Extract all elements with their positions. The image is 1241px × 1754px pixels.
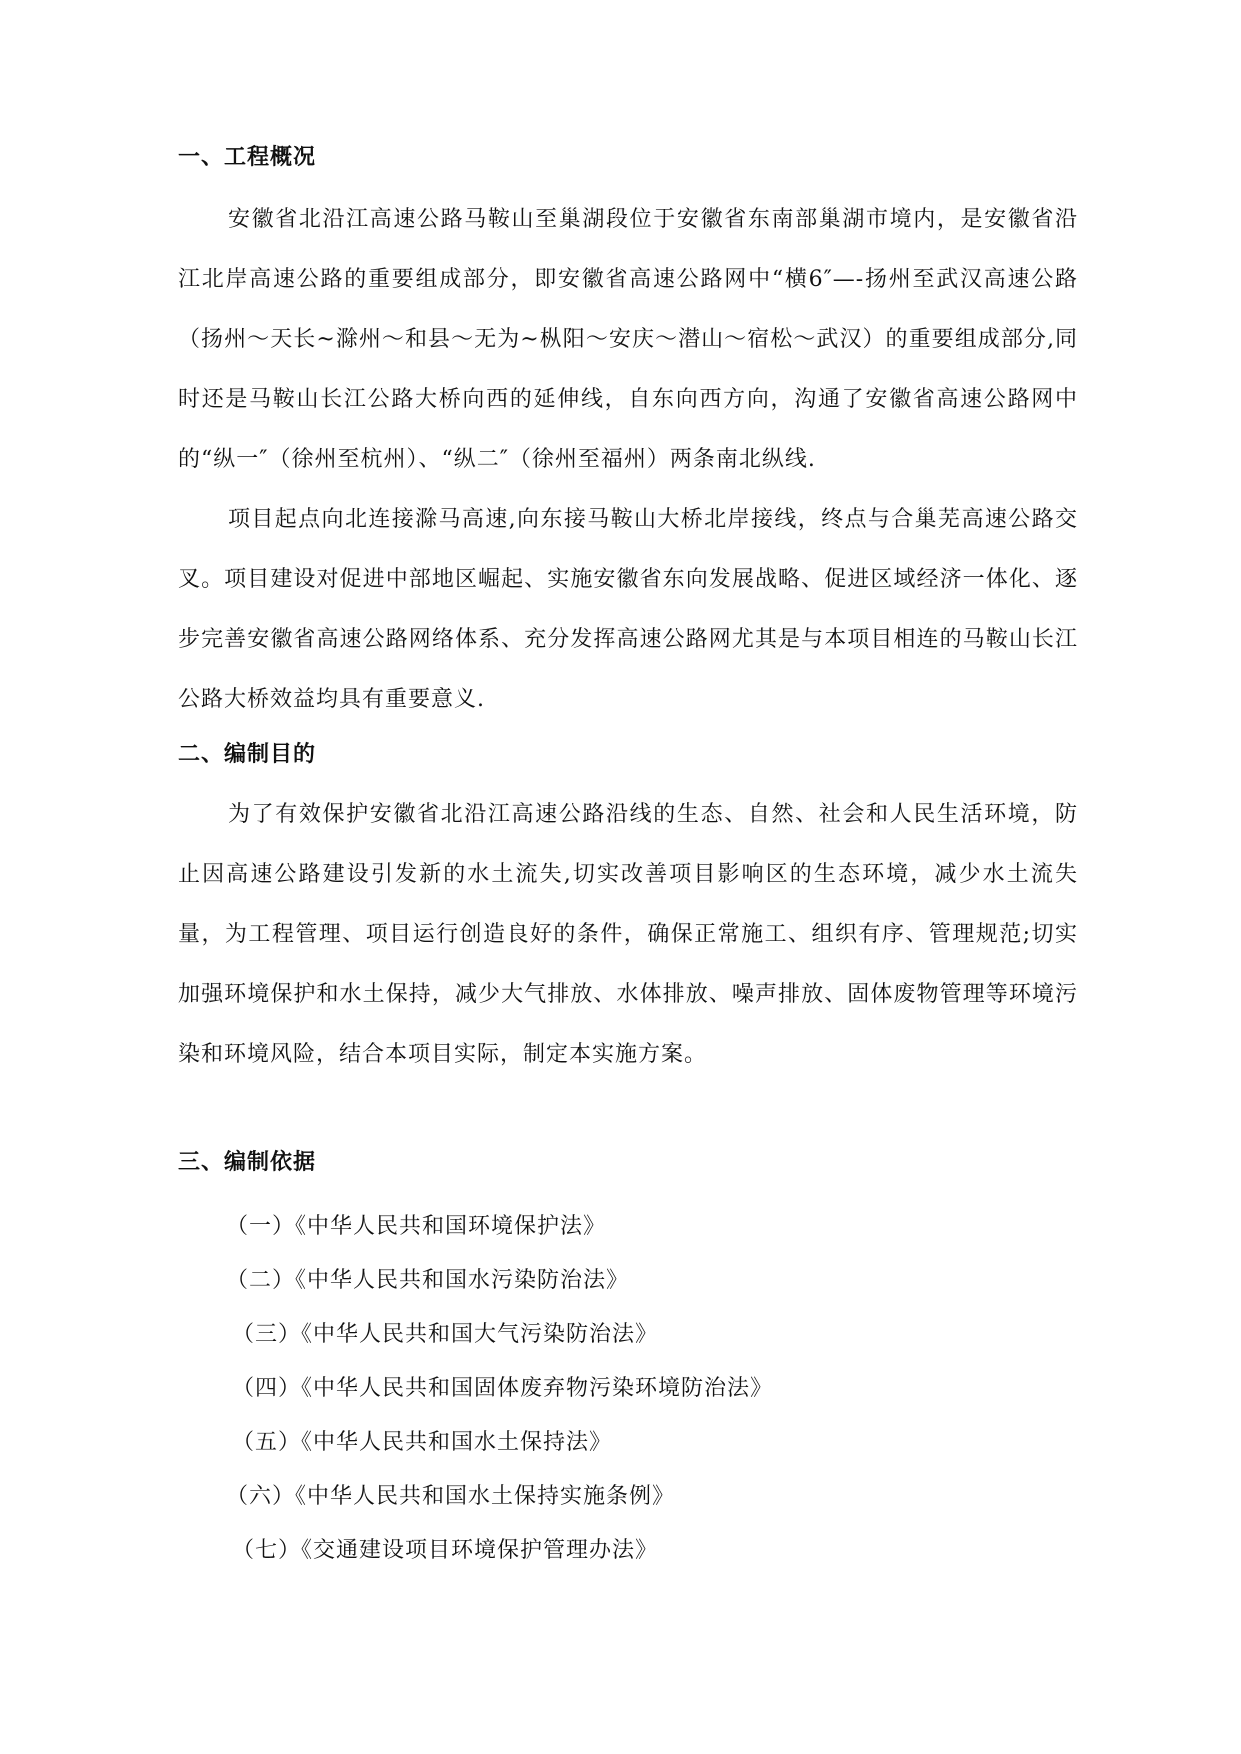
law-item-3: （三）《中华人民共和国大气污染防治法》	[232, 1322, 659, 1347]
law-item-1: （一）《中华人民共和国环境保护法》	[226, 1214, 607, 1239]
section-heading-overview: 一、工程概况	[178, 145, 317, 170]
section-heading-basis: 三、编制依据	[178, 1150, 317, 1175]
law-item-6: （六）《中华人民共和国水土保持实施条例》	[226, 1484, 676, 1509]
law-list	[226, 1200, 773, 1578]
law-item-7: （七）《交通建设项目环境保护管理办法》	[232, 1538, 659, 1563]
purpose-paragraph: 为了有效保护安徽省北沿江高速公路沿线的生态、自然、社会和人民生活环境，防止因高速公路建设引发新的水土流失,切实改善项目影响区的生态环境，减少水土流失量，为工程管理、项目运行创造良好的条件，确保正常施工、组织有序、管理规范;切实加强环境保护和水土保持，减少大气排放、水体排放、噪声排放、固体废物管理等环境污染和环境风险，结合本项目实际，制定本实施方案。	[178, 802, 1078, 1067]
law-item-2: （二）《中华人民共和国水污染防治法》	[226, 1268, 630, 1293]
overview-paragraph-2: 项目起点向北连接滁马高速,向东接马鞍山大桥北岸接线，终点与合巢芜高速公路交叉。项目建设对促进中部地区崛起、实施安徽省东向发展战略、促进区域经济一体化、逐步完善安徽省高速公路网络体系、充分发挥高速公路网尤其是与本项目相连的马鞍山长江公路大桥效益均具有重要意义.	[178, 507, 1078, 712]
law-item-4: （四）《中华人民共和国固体废弃物污染环境防治法》	[232, 1376, 774, 1401]
law-item-5: （五）《中华人民共和国水土保持法》	[232, 1430, 613, 1455]
section-heading-purpose: 二、编制目的	[178, 742, 317, 767]
overview-paragraph-1: 安徽省北沿江高速公路马鞍山至巢湖段位于安徽省东南部巢湖市境内，是安徽省沿江北岸高速公路的重要组成部分，即安徽省高速公路网中“横6″—-扬州至武汉高速公路（扬州～天长~滁州～和县～无为~枞阳～安庆～潜山～宿松～武汉）的重要组成部分,同时还是马鞍山长江公路大桥向西的延伸线，自东向西方向，沟通了安徽省高速公路网中的“纵一″（徐州至杭州）、“纵二″（徐州至福州）两条南北纵线.	[178, 207, 1078, 472]
